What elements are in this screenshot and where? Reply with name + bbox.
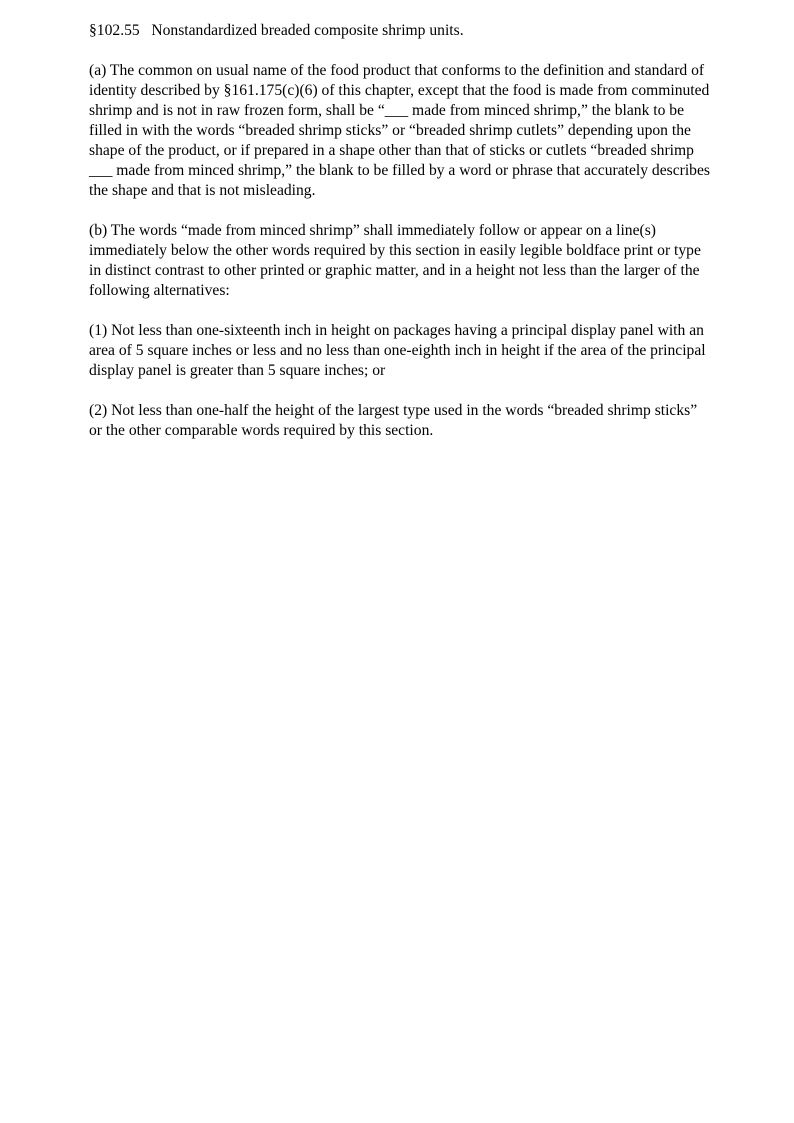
paragraph-b-1: (1) Not less than one-sixteenth inch in height on packages having a principal display panel with an area of 5 square inches or less and no less than one-eighth inch in height if the area of the principal display panel is greater than 5 square inches; or bbox=[89, 322, 706, 379]
section-heading: §102.55 Nonstandardized breaded composite shrimp units. bbox=[89, 22, 464, 39]
document-page bbox=[89, 21, 713, 461]
paragraph-b: (b) The words “made from minced shrimp” shall immediately follow or appear on a line(s) immediately below the other words required by this section in easily legible boldface print or type in distinct contrast to other printed or graphic matter, and in a height not less than the larger of the following alternatives: bbox=[89, 222, 701, 299]
paragraph-b-2: (2) Not less than one-half the height of the largest type used in the words “breaded shrimp sticks” or the other comparable words required by this section. bbox=[89, 402, 698, 439]
paragraph-a: (a) The common on usual name of the food product that conforms to the definition and standard of identity described by §161.175(c)(6) of this chapter, except that the food is made from comminuted shrimp and is not in raw frozen form, shall be “___ made from minced shrimp,” the blank to be filled in with the words “breaded shrimp sticks” or “breaded shrimp cutlets” depending upon the shape of the product, or if prepared in a shape other than that of sticks or cutlets “breaded shrimp ___ made from minced shrimp,” the blank to be filled by a word or phrase that accurately describes the shape and that is not misleading. bbox=[89, 62, 710, 199]
